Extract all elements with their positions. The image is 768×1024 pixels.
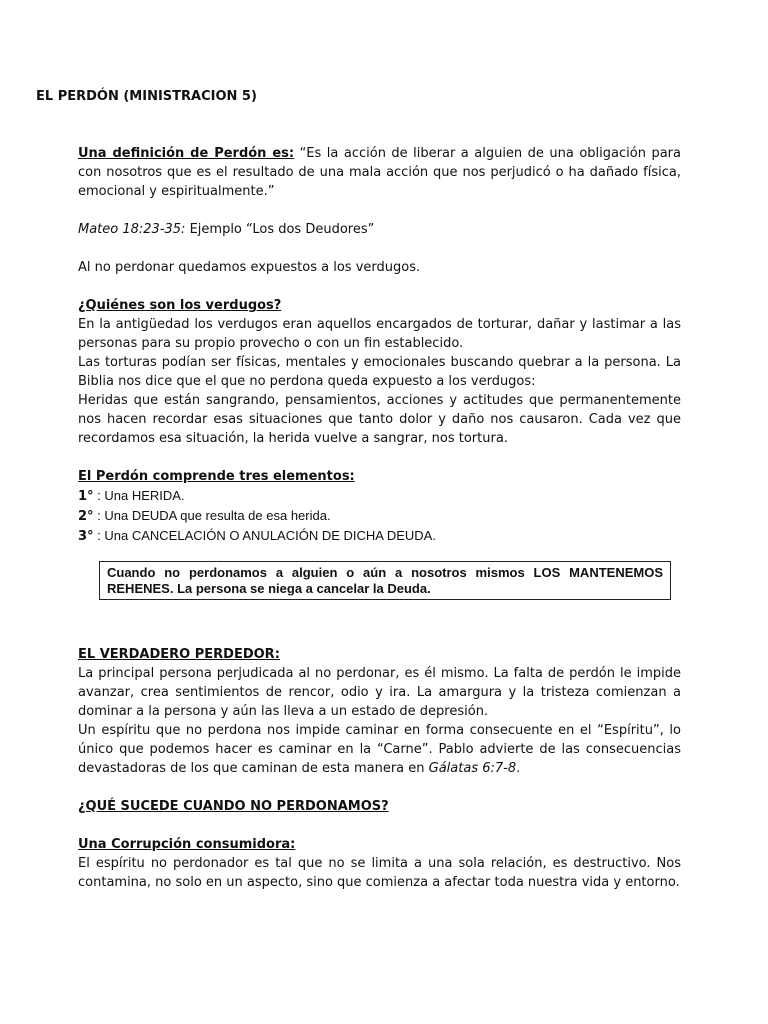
perdedor-paragraph-2 xyxy=(78,721,681,778)
mateo-reference: Mateo 18:23-35: xyxy=(78,222,186,237)
corrupcion-paragraph: El espíritu no perdonador es tal que no se limita a una sola relación, es destructivo. Nos contamina, no solo en un aspecto, sino que comienza a afectar toda nuestra vida y entorno. xyxy=(78,856,681,890)
perdedor-paragraph-1: La principal persona perjudicada al no perdonar, es él mismo. La falta de perdón le impide avanzar, crea sentimientos de rencor, odio y ira. La amargura y la tristeza comienzan a dominar a la persona y aún las lleva a un estado de depresión. xyxy=(78,666,681,719)
perdedor-text-end: . xyxy=(516,761,521,776)
definition-paragraph xyxy=(78,144,681,201)
elemento-item xyxy=(78,486,681,506)
elemento-number: 1° xyxy=(78,489,94,504)
elemento-text: : Una HERIDA. xyxy=(93,488,185,503)
verdugos-paragraph-2: Las torturas podían ser físicas, mentales y emocionales buscando quebrar a la persona. La Biblia nos dice que el que no perdona queda expuesto a los verdugos: xyxy=(78,355,681,389)
no-perdonar-paragraph: Al no perdonar quedamos expuestos a los verdugos. xyxy=(78,260,421,275)
verdugos-heading: ¿Quiénes son los verdugos? xyxy=(78,298,282,313)
document-title: EL PERDÓN (MINISTRACION 5) xyxy=(36,89,257,104)
elemento-text: : Una CANCELACIÓN O ANULACIÓN DE DICHA DEUDA. xyxy=(93,528,436,543)
corrupcion-heading: Una Corrupción consumidora: xyxy=(78,837,296,852)
mateo-paragraph xyxy=(78,220,681,239)
definition-text: “Es la acción de liberar a alguien de una obligación para con nosotros que es el resultado de una mala acción que nos perjudicó o ha dañado física, emocional y espiritualmente.” xyxy=(78,146,681,199)
elemento-number: 3° xyxy=(78,529,94,544)
que-sucede-heading: ¿QUÉ SUCEDE CUANDO NO PERDONAMOS? xyxy=(78,799,389,814)
document-body-bottom xyxy=(78,645,681,892)
perdedor-text: Un espíritu que no perdona nos impide caminar en forma consecuente en el “Espíritu”, lo único que podemos hacer es caminar en la “Carne”. Pablo advierte de las consecuencias devastadoras de los que caminan de esta manera en xyxy=(78,723,681,776)
elemento-text: : Una DEUDA que resulta de esa herida. xyxy=(93,508,331,523)
elemento-item xyxy=(78,506,681,526)
document-body-top xyxy=(78,144,681,546)
elementos-heading: El Perdón comprende tres elementos: xyxy=(78,469,355,484)
perdedor-heading: EL VERDADERO PERDEDOR: xyxy=(78,647,280,662)
verdugos-paragraph-3: Heridas que están sangrando, pensamientos, acciones y actitudes que permanentemente nos hacen recordar esas situaciones que tanto dolor y daño nos causaron. Cada vez que recordamos esa situación, la herida vuelve a sangrar, nos tortura. xyxy=(78,393,681,446)
rehenes-callout-box: Cuando no perdonamos a alguien o aún a nosotros mismos LOS MANTENEMOS REHENES. La persona se niega a cancelar la Deuda. xyxy=(99,561,671,600)
verdugos-paragraph-1: En la antigüedad los verdugos eran aquellos encargados de torturar, dañar y lastimar a las personas para su propio provecho o con un fin establecido. xyxy=(78,317,681,351)
galatas-reference: Gálatas 6:7-8 xyxy=(428,761,517,776)
elemento-number: 2° xyxy=(78,509,94,524)
mateo-text: Ejemplo “Los dos Deudores” xyxy=(185,222,375,237)
elemento-item xyxy=(78,526,681,546)
definition-label: Una definición de Perdón es: xyxy=(78,146,295,161)
